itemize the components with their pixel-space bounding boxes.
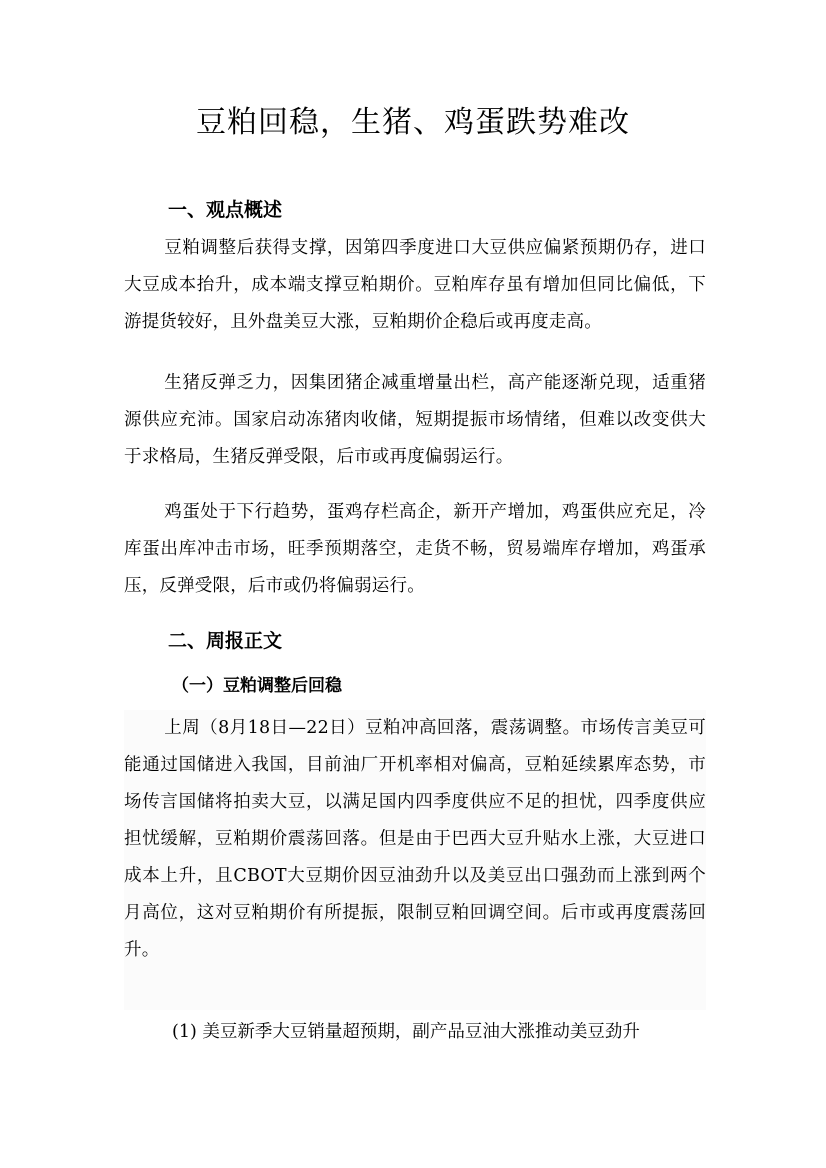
overview-paragraph-soymeal: 豆粕调整后获得支撑，因第四季度进口大豆供应偏紧预期仍存，进口大豆成本抬升，成本端支撑豆粕期价。豆粕库存虽有增加但同比偏低，下游提货较好，且外盘美豆大涨，豆粕期价企稳后或再度走高。 [124, 238, 706, 332]
overview-paragraph-hogs: 生猪反弹乏力，因集团猪企减重增量出栏，高产能逐渐兑现，适重猪源供应充沛。国家启动冻猪肉收储，短期提振市场情绪，但难以改变供大于求格局，生猪反弹受限，后市或再度偏弱运行。 [124, 373, 706, 467]
list-item-1: (1) 美豆新季大豆销量超预期，副产品豆油大涨推动美豆劲升 [172, 1022, 640, 1042]
body-paragraph-soymeal: 上周（8月18日—22日）豆粕冲高回落，震荡调整。市场传言美豆可能通过国储进入我国，目前油厂开机率相对偏高，豆粕延续累库态势，市场传言国储将拍卖大豆，以满足国内四季度供应不足的担忧，四季度供应担忧缓解，豆粕期价震荡回落。但是由于巴西大豆升贴水上涨，大豆进口成本上升，且CBOT大豆期价因豆油劲升以及美豆出口强劲而上涨到两个月高位，这对豆粕期价有所提振，限制豆粕回调空间。后市或再度震荡回升。 [124, 710, 706, 1010]
document-title: 豆粕回稳，生猪、鸡蛋跌势难改 [196, 105, 630, 140]
section-heading-overview: 一、观点概述 [168, 199, 283, 221]
section-heading-body: 二、周报正文 [168, 630, 283, 652]
subsection-heading-soymeal: （一）豆粕调整后回稳 [172, 676, 342, 696]
overview-paragraph-eggs: 鸡蛋处于下行趋势，蛋鸡存栏高企，新开产增加，鸡蛋供应充足，冷库蛋出库冲击市场，旺季预期落空，走货不畅，贸易端库存增加，鸡蛋承压，反弹受限，后市或仍将偏弱运行。 [124, 502, 706, 596]
